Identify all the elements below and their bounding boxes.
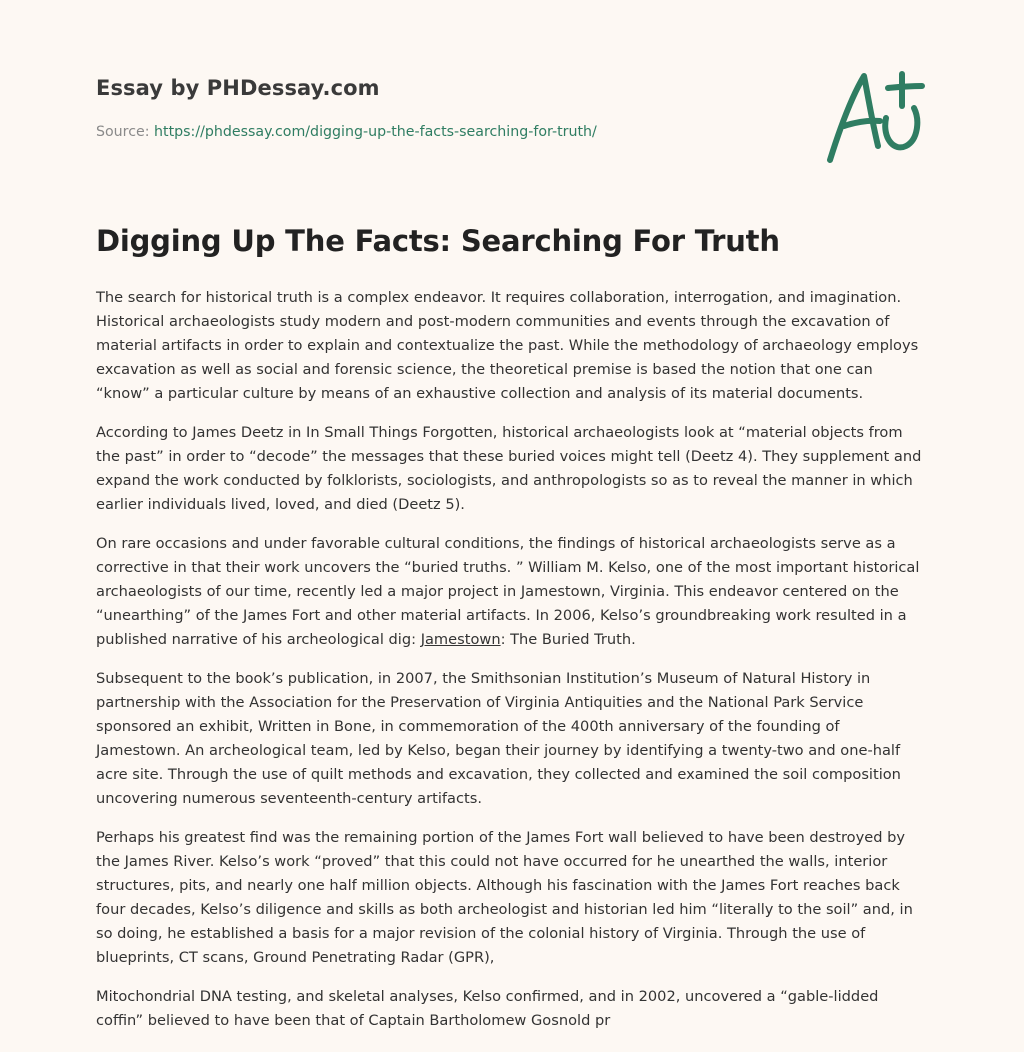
paragraph-3-text-after: : The Buried Truth. bbox=[500, 631, 636, 648]
source-label: Source: bbox=[96, 124, 150, 140]
essay-paragraph-3 bbox=[96, 532, 928, 652]
site-title: Essay by PHDessay.com bbox=[96, 76, 380, 100]
essay-paragraph-4: Subsequent to the book’s publication, in 2007, the Smithsonian Institution’s Museum of Natural History in partnership with the Association for the Preservation of Virginia Antiquities and the National Park Service sponsored an exhibit, Written in Bone, in commemoration of the 400th anniversary of the founding of Jamestown. An archeological team, led by Kelso, began their journey by identifying a twenty-two and one-half acre site. Through the use of quilt methods and excavation, they collected and examined the soil composition uncovering numerous seventeenth-century artifacts. bbox=[96, 670, 901, 807]
essay-paragraph-5: Perhaps his greatest find was the remaining portion of the James Fort wall believed to have been destroyed by the James River. Kelso’s work “proved” that this could not have occurred for he unearthed the walls, interior structures, pits, and nearly one half million objects. Although his fascination with the James Fort reaches back four decades, Kelso’s diligence and skills as both archeologist and historian led him “literally to the soil” and, in so doing, he established a basis for a major revision of the colonial history of Virginia. Through the use of blueprints, CT scans, Ground Penetrating Radar (GPR), bbox=[96, 829, 913, 966]
essay-paragraph-1: The search for historical truth is a complex endeavor. It requires collaboration, interrogation, and imagination. Historical archaeologists study modern and post-modern communities and events through the excavation of material artifacts in order to explain and contextualize the past. While the methodology of archaeology employs excavation as well as social and forensic science, the theoretical premise is based the notion that one can “know” a particular culture by means of an exhaustive collection and analysis of its material documents. bbox=[96, 289, 919, 402]
a-plus-logo-icon bbox=[822, 66, 932, 166]
essay-body bbox=[96, 286, 928, 1048]
essay-title: Digging Up The Facts: Searching For Truth bbox=[96, 224, 780, 258]
paragraph-3-text-before: On rare occasions and under favorable cultural conditions, the findings of historical archaeologists serve as a corrective in that their work uncovers the “buried truths. ” William M. Kelso, one of the most important historical archaeologists of our time, recently led a major project in Jamestown, Virginia. This endeavor centered on the “unearthing” of the James Fort and other material artifacts. In 2006, Kelso’s groundbreaking work resulted in a published narrative of his archeological dig: bbox=[96, 535, 920, 648]
source-line bbox=[96, 124, 597, 140]
jamestown-link[interactable]: Jamestown bbox=[420, 631, 501, 648]
source-link[interactable]: https://phdessay.com/digging-up-the-facts-searching-for-truth/ bbox=[154, 124, 597, 140]
essay-paragraph-6: Mitochondrial DNA testing, and skeletal analyses, Kelso confirmed, and in 2002, uncovered a “gable-lidded coffin” believed to have been that of Captain Bartholomew Gosnold pr bbox=[96, 988, 879, 1029]
essay-paragraph-2: According to James Deetz in In Small Things Forgotten, historical archaeologists look at “material objects from the past” in order to “decode” the messages that these buried voices might tell (Deetz 4). They supplement and expand the work conducted by folklorists, sociologists, and anthropologists so as to reveal the manner in which earlier individuals lived, loved, and died (Deetz 5). bbox=[96, 424, 922, 513]
